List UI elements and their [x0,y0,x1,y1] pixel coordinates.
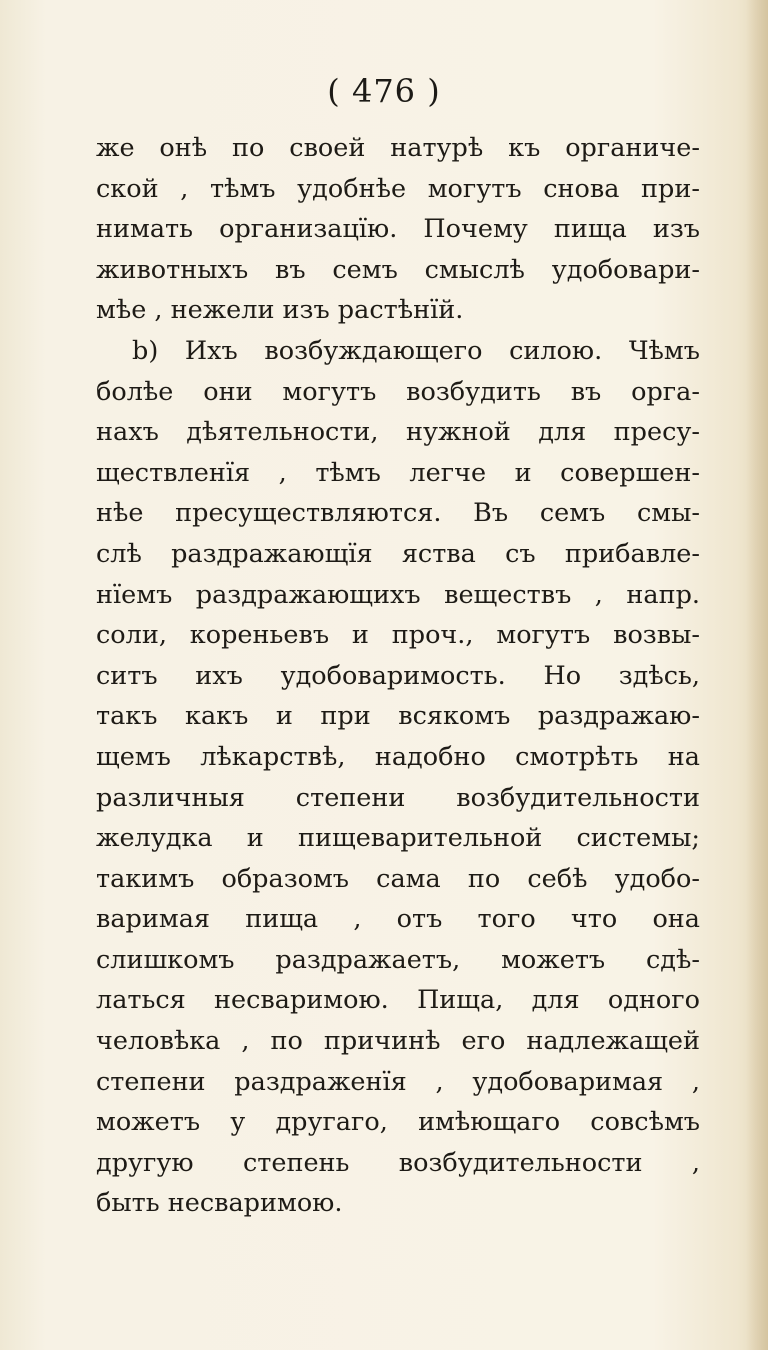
text-line: нѣе пресуществляются. Въ семъ смы- [96,498,700,529]
text-line: нїемъ раздражающихъ веществъ , напр. [96,579,700,610]
text-line: ситъ ихъ удобоваримость. Но здѣсь, [96,660,700,691]
text-line: соли, кореньевъ и проч., могутъ возвы- [96,620,700,651]
text-line: различныя степени возбудительности [96,782,700,813]
text-line: болѣе они могутъ возбудить въ орга- [96,376,700,407]
text-line: другую степень возбудительности , [96,1147,700,1178]
body-text [96,128,700,1224]
text-line: желудка и пищеварительной системы; [96,823,700,854]
text-line: такимъ образомъ сама по себѣ удобо- [96,863,700,894]
text-line: варимая пища , отъ того что она [96,904,700,935]
text-line: нахъ дѣятельности, нужной для пресу- [96,417,700,448]
page-number: ( 476 ) [327,72,441,110]
text-line: мѣе , нежели изъ растѣнїй. [96,295,464,326]
text-line: нимать организацїю. Почему пища изъ [96,214,700,245]
text-line: щемъ лѣкарствѣ, надобно смотрѣть на [96,741,700,772]
text-line: латься несваримою. Пища, для одного [96,985,700,1016]
text-line: слишкомъ раздражаетъ, можетъ сдѣ- [96,944,700,975]
text-line: человѣка , по причинѣ его надлежащей [96,1026,700,1057]
text-line: b) Ихъ возбуждающего силою. Чѣмъ [132,335,700,366]
text-line: быть несваримою. [96,1188,343,1219]
text-line: животныхъ въ семъ смыслѣ удобовари- [96,254,700,285]
text-line: слѣ раздражающїя яства съ прибавле- [96,538,700,569]
text-line: такъ какъ и при всякомъ раздражаю- [96,701,700,732]
page-edge-shadow [746,0,768,1350]
text-line: степени раздраженїя , удобоваримая , [96,1066,700,1097]
text-line: можетъ у другаго, имѣющаго совсѣмъ [96,1107,700,1138]
text-line: ществленїя , тѣмъ легче и совершен- [96,457,700,488]
text-line: ской , тѣмъ удобнѣе могутъ снова при- [96,173,700,204]
text-line: же онѣ по своей натурѣ къ органиче- [96,133,700,163]
